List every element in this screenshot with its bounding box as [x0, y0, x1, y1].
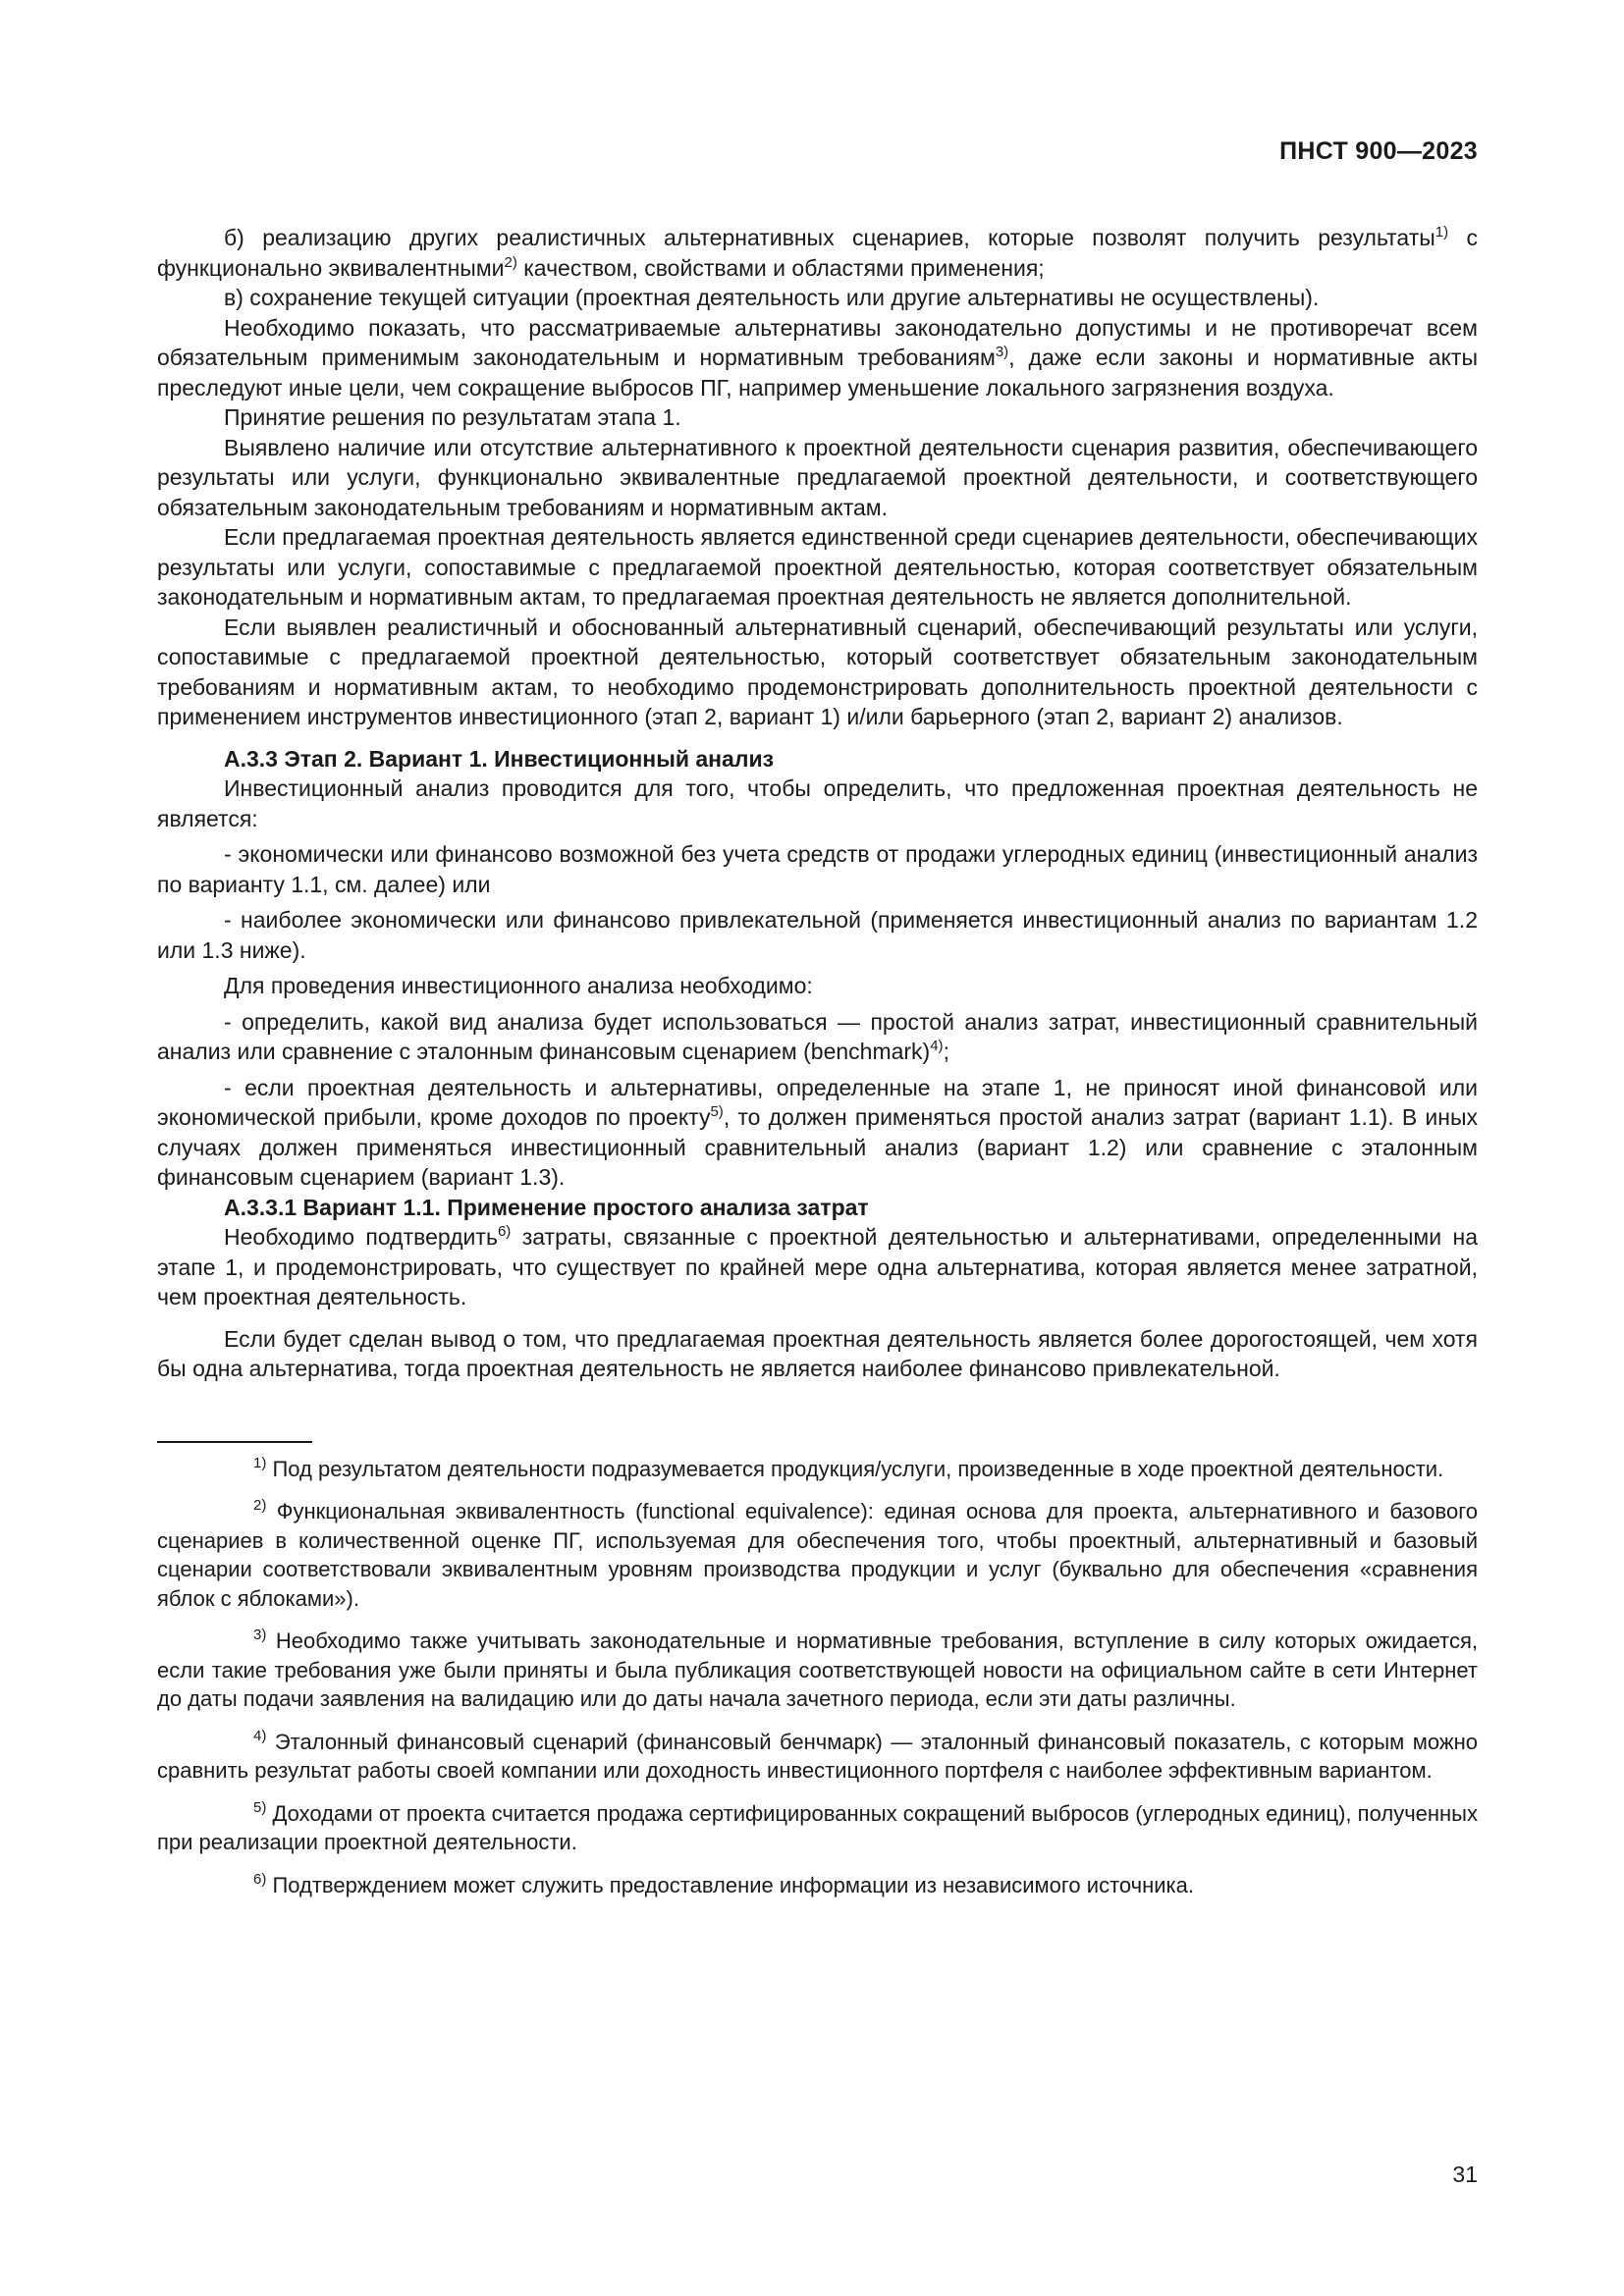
footnotes	[157, 1455, 1478, 1900]
footnote-2: $^{2)}$ Функциональная эквивалентность (functional equivalence): единая основа для проекта, альтернативного и базового сценариев в количественной оценке ПГ, используемая для обеспечения того, чтобы проектный, альтернативный и базовый сценарии соответствовали эквивалентным уровням производства продукции и услуг (буквально для обеспечения «сравнения яблок с яблоками»).	[157, 1497, 1478, 1611]
footnote-ref-5[interactable]: 5)	[710, 1103, 724, 1120]
paragraph: Необходимо подтвердить$^{6)}$ затраты, связанные с проектной деятельностью и альтернативами, определенными на этапе 1, и продемонстрировать, что существует по крайней мере одна альтернатива, которая является менее затратной, чем проектная деятельность.	[157, 1223, 1478, 1309]
paragraph: Если выявлен реалистичный и обоснованный альтернативный сценарий, обеспечивающий результаты или услуги, сопоставимые с предлагаемой проектной деятельностью, который соответствует обязательным законодательным требованиям и нормативным актам, то необходимо продемонстрировать дополнительность проектной деятельности с применением инструментов инвестиционного (этап 2, вариант 1) и/или барьерного (этап 2, вариант 2) анализов.	[157, 614, 1478, 729]
section-heading-a33: А.3.3 Этап 2. Вариант 1. Инвестиционный анализ	[224, 745, 775, 772]
footnote-3: $^{3)}$ Необходимо также учитывать законодательные и нормативные требования, вступление в силу которых ожидается, если такие требования уже были приняты и была публикация соответствующей новости на официальном сайте в сети Интернет до даты подачи заявления на валидацию или до даты начала зачетного периода, если эти даты различны.	[157, 1627, 1478, 1711]
document-page	[157, 137, 1478, 2258]
paragraph: Выявлено наличие или отсутствие альтернативного к проектной деятельности сценария развития, обеспечивающего результаты или услуги, функционально эквивалентные предлагаемой проектной деятельности, и соответствующего обязательным законодательным требованиям и нормативным актам.	[157, 434, 1478, 520]
list-item: - наиболее экономически или финансово привлекательной (применяется инвестиционный анализ по вариантам 1.2 или 1.3 ниже).	[157, 907, 1478, 963]
footnote-6: $^{6)}$ Подтверждением может служить предоставление информации из независимого источника.	[253, 1870, 1195, 1897]
paragraph: Если предлагаемая проектная деятельность является единственной среди сценариев деятельности, обеспечивающих результаты или услуги, сопоставимые с предлагаемой проектной деятельностью, которая соответствует обязательным законодательным и нормативным актам, то предлагаемая проектная деятельность не является дополнительной.	[157, 524, 1478, 610]
page-number: 31	[1452, 2162, 1478, 2187]
footnote-4: $^{4)}$ Эталонный финансовый сценарий (финансовый бенчмарк) — эталонный финансовый показатель, с которым можно сравнить результат работы своей компании или доходность инвестиционного портфеля с наиболее эффективным вариантом.	[157, 1727, 1478, 1783]
footnote-divider	[157, 1441, 312, 1443]
list-item: - экономически или финансово возможной без учета средств от продажи углеродных единиц (инвестиционный анализ по варианту 1.1, см. далее) или	[157, 841, 1478, 897]
footnote-ref-4[interactable]: 4)	[930, 1038, 944, 1054]
footnote-1: $^{1)}$ Под результатом деятельности подразумевается продукция/услуги, произведенные в ходе проектной деятельности.	[253, 1454, 1444, 1481]
paragraph: Для проведения инвестиционного анализа необходимо:	[224, 973, 813, 998]
paragraph: Принятие решения по результатам этапа 1.	[224, 404, 681, 430]
footnote-ref-1[interactable]: 1)	[1435, 224, 1449, 240]
paragraph-b: б) реализацию других реалистичных альтернативных сценариев, которые позволят получить результаты$^{1)}$ с функционально эквивалентными$^{2)}$ качеством, свойствами и областями применения;	[157, 224, 1478, 281]
paragraph: Необходимо показать, что рассматриваемые альтернативы законодательно допустимы и не противоречат всем обязательным применимым законодательным и нормативным требованиям$^{3)}$, даже если законы и нормативные акты преследуют иные цели, чем сокращение выбросов ПГ, например уменьшение локального загрязнения воздуха.	[157, 314, 1478, 400]
list-item: - если проектная деятельность и альтернативы, определенные на этапе 1, не приносят иной финансовой или экономической прибыли, кроме доходов по проекту$^{5)}$, то должен применяться простой анализ затрат (вариант 1.1). В иных случаях должен применяться инвестиционный сравнительный анализ (вариант 1.2) или сравнение с эталонным финансовым сценарием (вариант 1.3).	[157, 1074, 1478, 1190]
section-heading-a331: А.3.3.1 Вариант 1.1. Применение простого анализа затрат	[224, 1194, 869, 1220]
main-text	[157, 223, 1478, 1384]
footnote-5: $^{5)}$ Доходами от проекта считается продажа сертифицированных сокращений выбросов (углеродных единиц), полученных при реализации проектной деятельности.	[157, 1798, 1478, 1854]
footnote-ref-6[interactable]: 6)	[497, 1223, 512, 1240]
footnote-ref-3[interactable]: 3)	[995, 344, 1009, 360]
paragraph: Если будет сделан вывод о том, что предлагаемая проектная деятельность является более дорогостоящей, чем хотя бы одна альтернатива, тогда проектная деятельность не является наиболее финансово привлекательной.	[157, 1325, 1478, 1381]
paragraph: Инвестиционный анализ проводится для того, чтобы определить, что предложенная проектная деятельность не является:	[157, 775, 1478, 831]
list-item: - определить, какой вид анализа будет использоваться — простой анализ затрат, инвестиционный сравнительный анализ или сравнение с эталонным финансовым сценарием (benchmark)$^{4)}$;	[157, 1008, 1478, 1064]
paragraph-v: в) сохранение текущей ситуации (проектная деятельность или другие альтернативы не осуществлены).	[224, 285, 1320, 310]
document-code: ПНСТ 900—2023	[1279, 137, 1478, 165]
footnote-ref-2[interactable]: 2)	[504, 253, 517, 271]
